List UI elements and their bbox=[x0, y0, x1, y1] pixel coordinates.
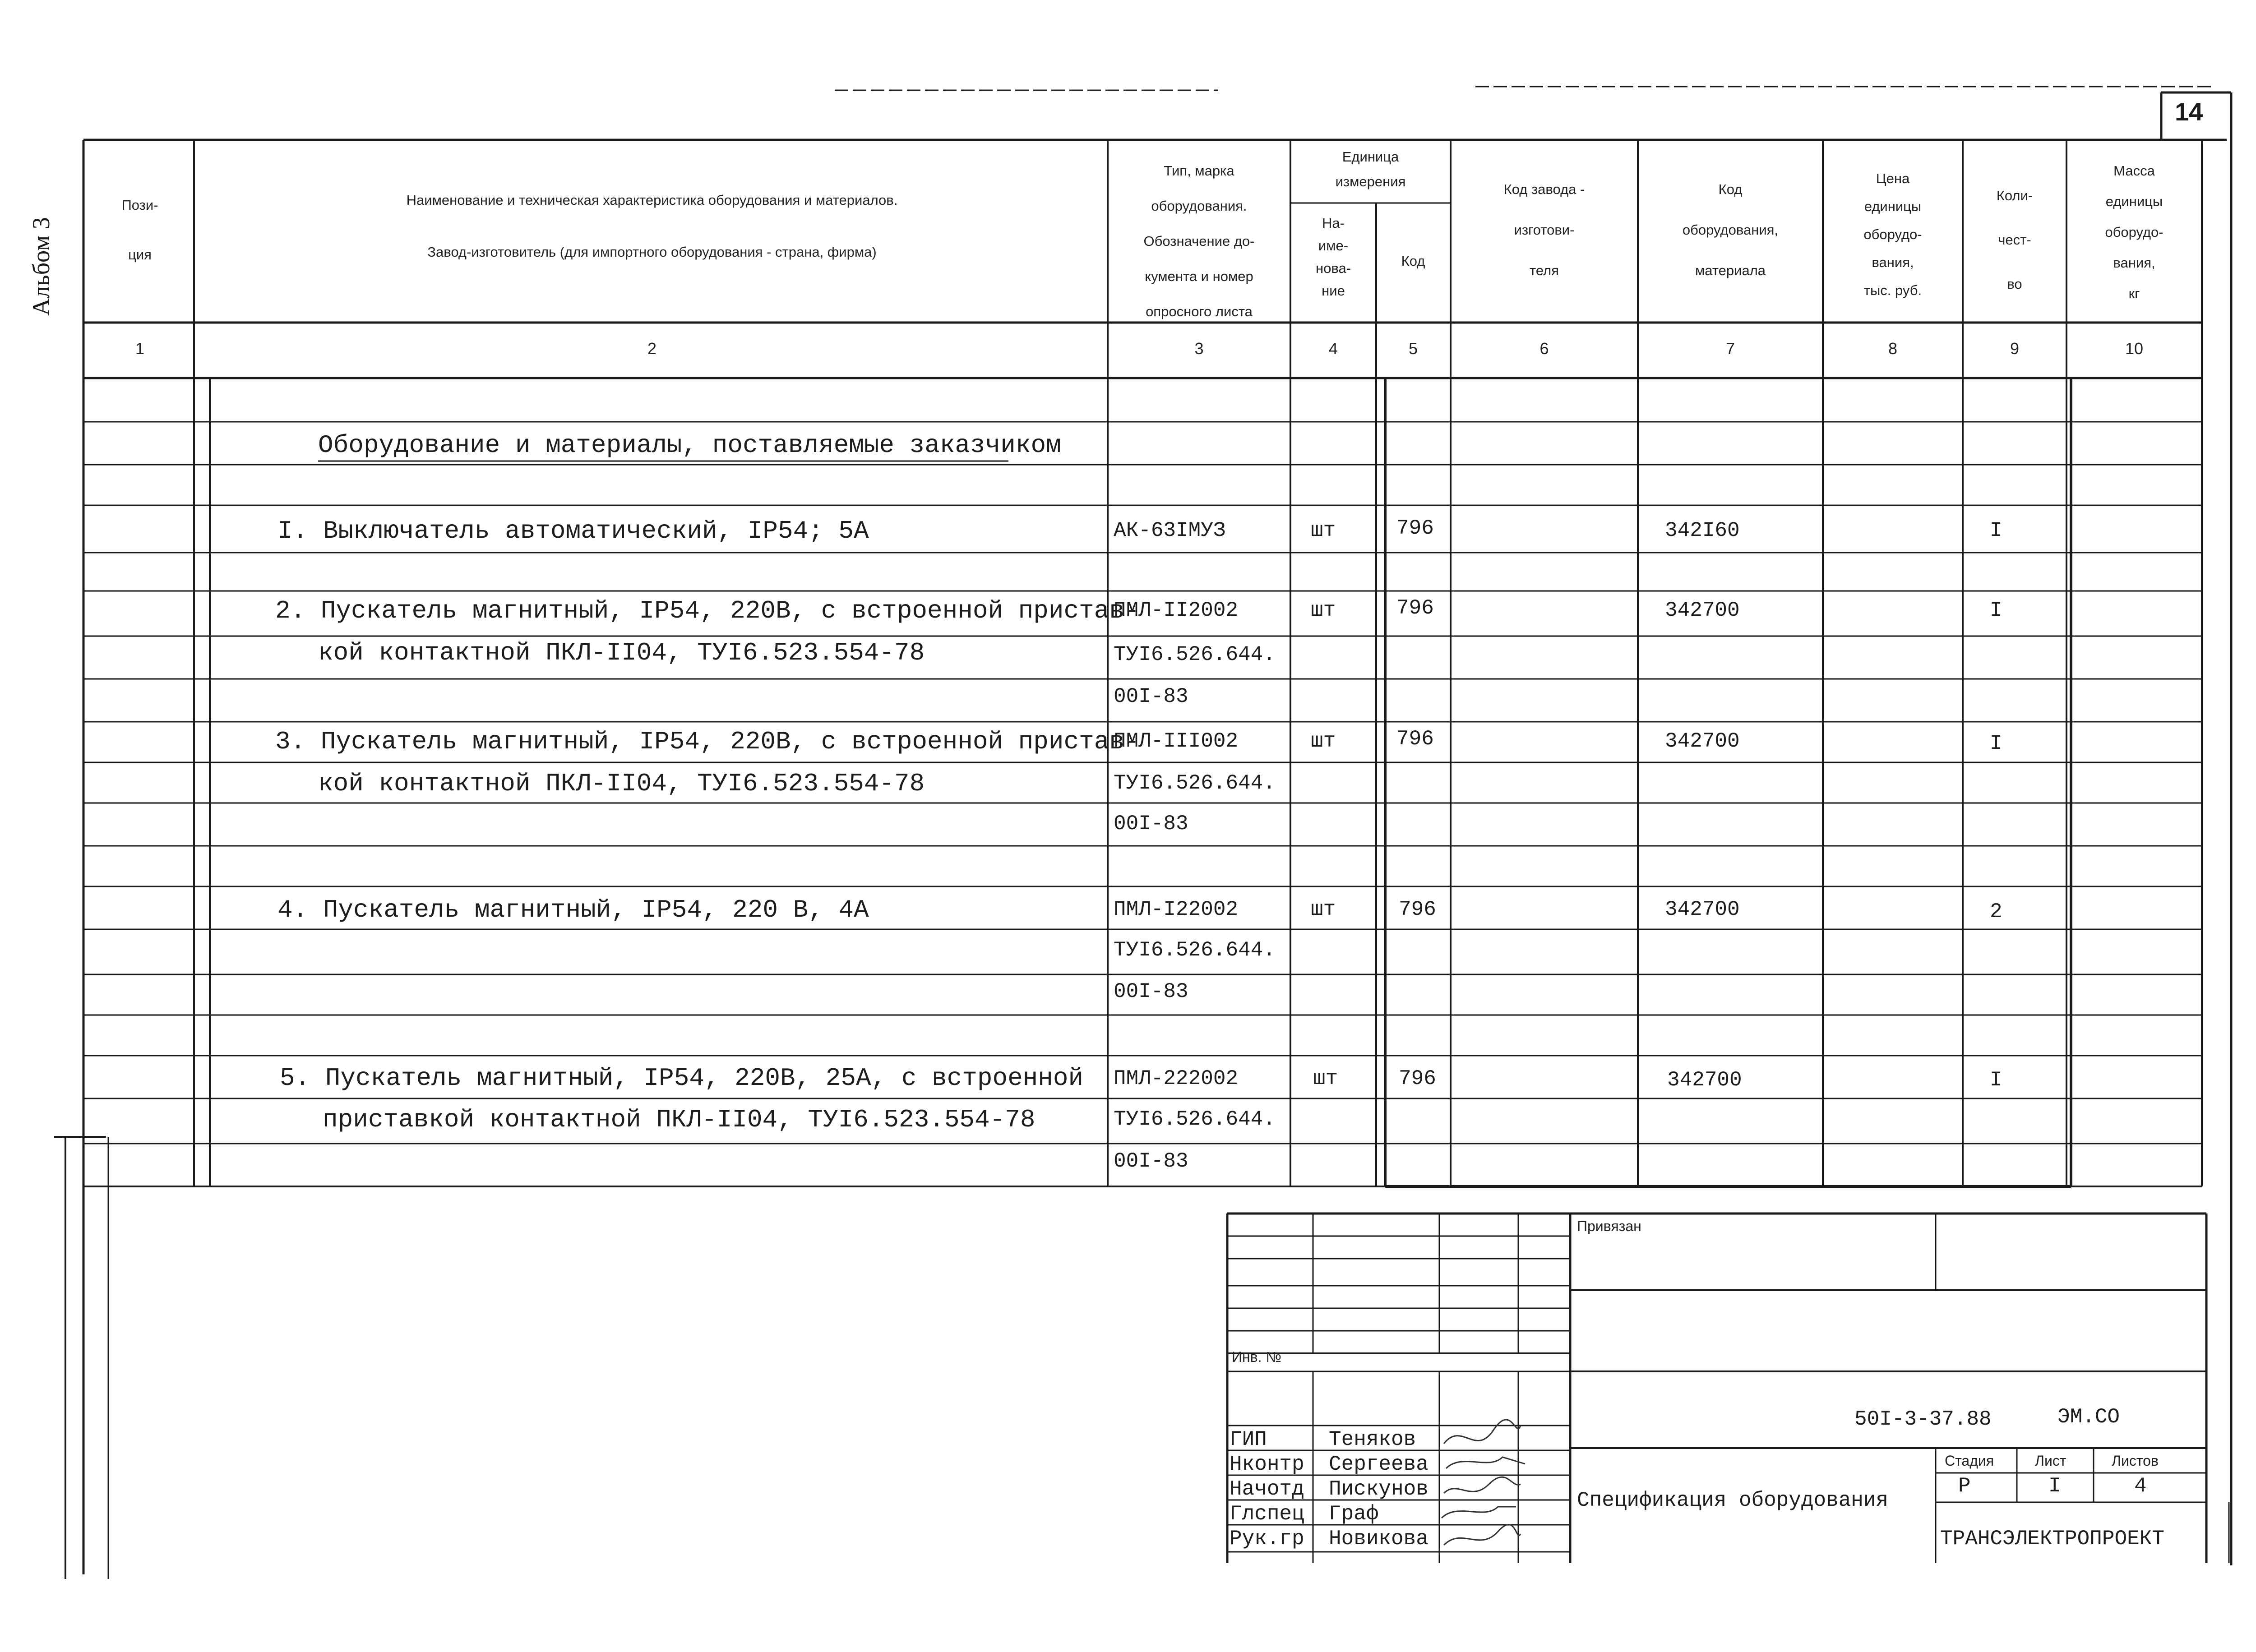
item-quantity: I bbox=[1990, 599, 2002, 622]
col-number: 8 bbox=[1888, 339, 1898, 358]
item-unit-code: 796 bbox=[1399, 898, 1436, 921]
item-quantity: I bbox=[1990, 1068, 2002, 1092]
item-type: ПМЛ-222002 bbox=[1114, 1067, 1239, 1090]
item-type: ПМЛ-II2002 bbox=[1114, 599, 1239, 622]
stamp-stage-label: Стадия bbox=[1945, 1453, 1994, 1469]
col-number: 6 bbox=[1539, 339, 1549, 358]
item-equipment-code: 342I60 bbox=[1665, 519, 1740, 542]
item-unit: шт bbox=[1313, 1067, 1338, 1090]
item-unit-code: 796 bbox=[1396, 727, 1434, 751]
page-number: 14 bbox=[2175, 97, 2203, 126]
item-type-cont: ТУI6.526.644. bbox=[1114, 1107, 1276, 1131]
item-type: ПМЛ-I22002 bbox=[1114, 898, 1239, 921]
item-name: 2. Пускатель магнитный, IP54, 220В, с встроенной пристав- bbox=[275, 596, 1140, 625]
stamp-stage: Р bbox=[1958, 1474, 1971, 1498]
stamp-title: Спецификация оборудования bbox=[1577, 1489, 1889, 1512]
item-equipment-code: 342700 bbox=[1665, 599, 1740, 622]
item-type-cont: 00I-83 bbox=[1114, 812, 1188, 835]
stamp-role: ГИП bbox=[1230, 1428, 1267, 1451]
item-name-cont: приставкой контактной ПКЛ-II04, ТУI6.523.554-78 bbox=[323, 1105, 1036, 1134]
item-unit-code: 796 bbox=[1399, 1067, 1436, 1090]
item-type: АК-63IМУЗ bbox=[1114, 519, 1226, 542]
album-label: Альбом 3 bbox=[28, 217, 55, 316]
item-type-cont: 00I-83 bbox=[1114, 685, 1188, 708]
stamp-inv-label: Инв. № bbox=[1232, 1349, 1281, 1365]
stamp-linked-label: Привязан bbox=[1577, 1218, 1641, 1234]
stamp-sheet: I bbox=[2048, 1474, 2061, 1498]
stamp-role: Нконтр bbox=[1230, 1453, 1304, 1476]
col-number: 5 bbox=[1408, 339, 1418, 358]
item-type-cont: ТУI6.526.644. bbox=[1114, 938, 1276, 962]
header-quantity: Коли- чест- во bbox=[1996, 188, 2033, 292]
item-name: I. Выключатель автоматический, IP54; 5А bbox=[277, 517, 869, 545]
header-unit-code: Код bbox=[1401, 253, 1425, 269]
col-number: 9 bbox=[2010, 339, 2020, 358]
item-equipment-code: 342700 bbox=[1665, 729, 1740, 753]
item-name: 4. Пускатель магнитный, IP54, 220 В, 4А bbox=[277, 895, 869, 924]
header-price: Цена единицы оборудо- вания, тыс. руб. bbox=[1863, 171, 1922, 298]
item-name: 5. Пускатель магнитный, IP54, 220В, 25А, с встроенной bbox=[280, 1064, 1084, 1093]
item-quantity: 2 bbox=[1990, 900, 2002, 923]
header-factory-code: Код завода - изготови- теля bbox=[1503, 181, 1585, 278]
item-type-cont: 00I-83 bbox=[1114, 1149, 1188, 1173]
item-type-cont: ТУI6.526.644. bbox=[1114, 771, 1276, 795]
stamp-role: Начотд bbox=[1230, 1477, 1304, 1501]
stamp-name: Сергеева bbox=[1329, 1453, 1428, 1476]
item-type-cont: 00I-83 bbox=[1114, 980, 1188, 1003]
stamp-sheets: 4 bbox=[2134, 1474, 2147, 1498]
stamp-role: Глспец bbox=[1230, 1502, 1304, 1526]
col-number: 2 bbox=[647, 339, 657, 358]
item-unit: шт bbox=[1311, 599, 1336, 622]
stamp-name: Пискунов bbox=[1329, 1477, 1428, 1501]
header-mass: Масса единицы оборудо- вания, кг bbox=[2105, 163, 2164, 301]
item-quantity: I bbox=[1990, 519, 2002, 542]
stamp-name: Теняков bbox=[1329, 1428, 1416, 1451]
section-title: Оборудование и материалы, поставляемые заказчиком bbox=[318, 431, 1061, 460]
stamp-name: Граф bbox=[1329, 1502, 1379, 1526]
col-number: 4 bbox=[1328, 339, 1338, 358]
header-name-line2: Завод-изготовитель (для импортного оборудования - страна, фирма) bbox=[427, 244, 877, 260]
item-unit: шт bbox=[1311, 729, 1336, 753]
item-name: 3. Пускатель магнитный, IP54, 220В, с встроенной пристав- bbox=[275, 727, 1140, 756]
header-name-line1: Наименование и техническая характеристика оборудования и материалов. bbox=[406, 192, 898, 208]
header-unit-group: Единица измерения bbox=[1335, 149, 1406, 189]
header-equipment-code: Код оборудования, материала bbox=[1682, 181, 1779, 278]
item-unit: шт bbox=[1311, 519, 1336, 542]
item-unit: шт bbox=[1311, 898, 1336, 921]
stamp-sheets-label: Листов bbox=[2112, 1453, 2159, 1469]
header-position: Пози- ция bbox=[121, 197, 158, 263]
item-name-cont: кой контактной ПКЛ-II04, ТУI6.523.554-78 bbox=[318, 638, 925, 667]
col-number: 1 bbox=[135, 339, 145, 358]
stamp-doc-code: 50I-3-37.88 bbox=[1854, 1407, 1992, 1431]
col-number: 3 bbox=[1194, 339, 1204, 358]
item-quantity: I bbox=[1990, 732, 2002, 755]
header-type: Тип, марка оборудования. Обозначение до- кумента и номер опросного листа bbox=[1143, 163, 1255, 319]
item-name-cont: кой контактной ПКЛ-II04, ТУI6.523.554-78 bbox=[318, 769, 925, 798]
item-equipment-code: 342700 bbox=[1667, 1068, 1742, 1092]
stamp-doc-suffix: ЭМ.СО bbox=[2057, 1405, 2120, 1429]
item-type: ПМЛ-III002 bbox=[1114, 729, 1239, 753]
header-unit-name: На- име- нова- ние bbox=[1315, 215, 1351, 299]
stamp-name: Новикова bbox=[1329, 1527, 1428, 1550]
item-unit-code: 796 bbox=[1396, 596, 1434, 620]
item-equipment-code: 342700 bbox=[1665, 898, 1740, 921]
stamp-role: Рук.гр bbox=[1230, 1527, 1304, 1550]
item-type-cont: ТУI6.526.644. bbox=[1114, 643, 1276, 666]
item-unit-code: 796 bbox=[1396, 517, 1434, 540]
stamp-organization: ТРАНСЭЛЕКТРОПРОЕКТ bbox=[1940, 1527, 2164, 1550]
stamp-sheet-label: Лист bbox=[2035, 1453, 2066, 1469]
col-number: 7 bbox=[1725, 339, 1735, 358]
col-number: 10 bbox=[2125, 339, 2144, 358]
